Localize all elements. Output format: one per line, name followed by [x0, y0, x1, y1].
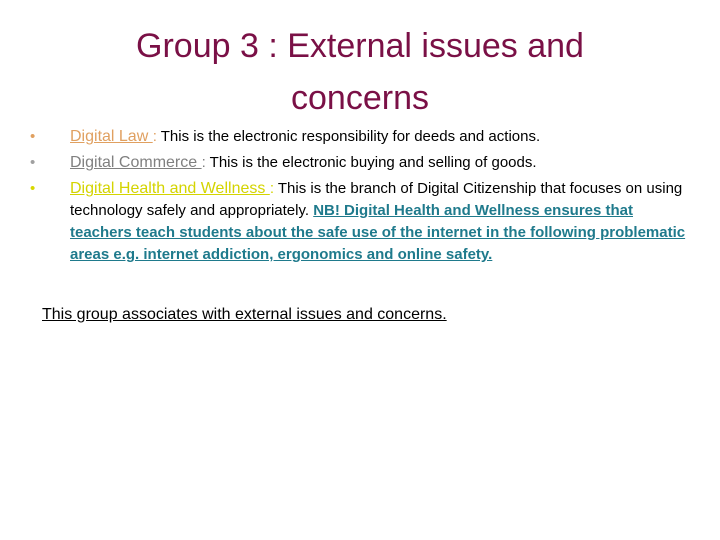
- bullet-dot-icon: •: [30, 154, 36, 171]
- bullet-dot-icon: •: [30, 128, 36, 145]
- bullet-separator: :: [152, 128, 157, 145]
- closing-statement: This group associates with external issues and concerns.: [42, 306, 447, 323]
- bullet-separator: :: [201, 154, 206, 171]
- nb-note: NB! Digital Health and Wellness ensures that teachers teach students about the safe use of the internet in the following problematic areas e.g. internet addiction, ergonomics and online safety.: [70, 202, 686, 263]
- bullet-description: This is the branch of Digital Citizenship that focuses on using technology safely and appropriately.: [70, 180, 683, 219]
- bullet-description: This is the electronic buying and selling of goods.: [205, 154, 537, 171]
- bullet-description: This is the electronic responsibility for deeds and actions.: [156, 128, 541, 145]
- title-line-2: concerns: [291, 79, 429, 117]
- bullet-term: Digital Law: [70, 128, 153, 145]
- bullet-digital-health: [30, 178, 690, 266]
- bullet-digital-commerce: [30, 152, 690, 174]
- bullet-digital-law: [30, 126, 690, 148]
- bullet-dot-icon: •: [30, 180, 36, 197]
- slide-title: [60, 20, 660, 124]
- bullet-list: [30, 126, 690, 270]
- title-line-1: Group 3 : External issues and: [136, 27, 584, 65]
- bullet-term: Digital Health and Wellness: [70, 180, 270, 197]
- bullet-separator: :: [269, 180, 274, 197]
- bullet-term: Digital Commerce: [70, 154, 202, 171]
